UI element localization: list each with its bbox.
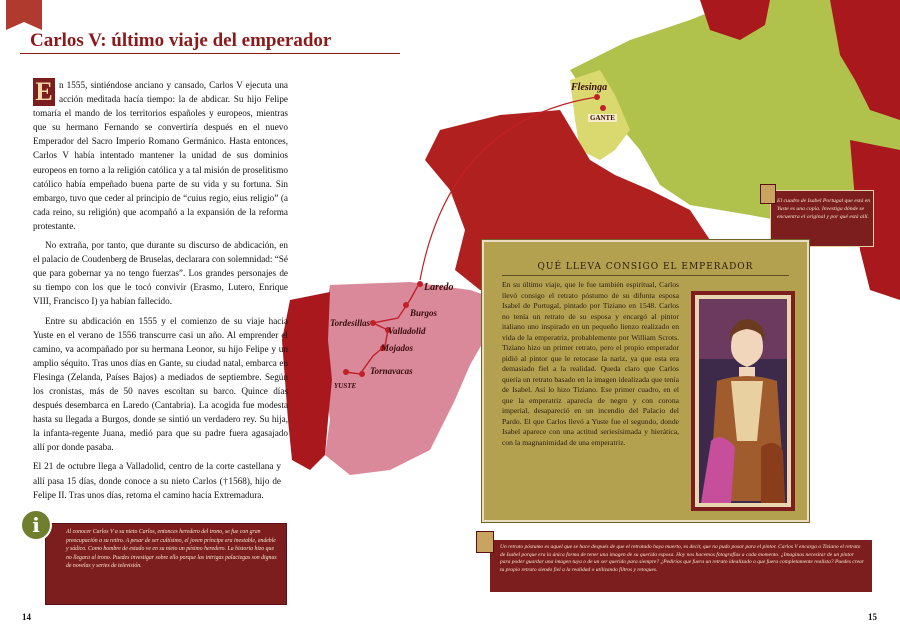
page-number-right: 15 [868,612,877,622]
info-icon: i [20,509,52,541]
emperor-panel [482,240,809,522]
tordesillas-dot [370,320,376,326]
bookmark-ribbon [6,0,42,22]
panel-divider [502,275,789,276]
title-divider [20,53,400,54]
map-label-gante: GANTE [590,114,615,122]
dropcap: E [33,78,55,106]
hourglass-icon [760,184,776,204]
info-note [45,523,287,605]
map-label-mojados: Mojados [381,343,414,353]
article-body [33,78,288,507]
paragraph-3: Entre su abdicación en 1555 y el comienzo de su viaje hacia Yuste en el verano de 1556 transcurre casi un año. Al emprender el camino, va acompañado por su hermana Leonor, su hijo Felipe y un amplio séquito. Tras unos días en Gante, su ciudad natal, embarca en Flesinga (Zelanda, Países Bajos) a mediados de septiembre. Según los cronistas, más de 50 naves escoltan su barco. Quince días después desembarca en Laredo (Cantabria). La acogida fue modesta hasta su llegada a Burgos, donde se sintió un verdadero rey. Su hija, la infanta-regente Juana, medió para que su padre fuera agasajado allí por donde pasaba. [33,315,288,453]
map-label-burgos: Burgos [410,308,438,318]
portrait-note-text: El cuadro de Isabel Portugal que está en Yuste es una copia. Investiga dónde se encuentra el original y por qué está allí. [777,198,871,220]
tornavacas-dot [359,371,365,377]
burgos-dot [403,302,409,308]
yuste-dot [343,369,349,375]
map-label-flesinga: Flesinga [571,82,608,93]
portrait-note [770,190,874,247]
paragraph-1 [33,78,288,233]
gante-dot [600,105,606,111]
page-number-left: 14 [22,612,31,622]
paragraph-2: No extraña, por tanto, que durante su discurso de abdicación, en el palacio de Coudenberg de Bruselas, declarara con solemnidad: “Sé que para gobernar ya no tengo fuerzas”. Los grandes personajes de su tiempo con los que le tocó convivir (Erasmo, Lutero, Enrique VIII, Francisco I) ya habían fallecido. [33,240,288,307]
hourglass-icon-bottom [476,531,494,553]
page-title: Carlos V: último viaje del emperador [30,30,332,51]
paragraph-1-text: n 1555, sintiéndose anciano y cansado, Carlos V ejecuta una acción meditada hacía tiempo: la de abdicar. Su hijo Felipe tomaría el mando de los territorios españoles y europeos, mientras que su hermano Fernando se convertiría después en el nuevo Emperador del Sacro Imperio Romano Germánico. Hasta entonces, Carlos V había intentado mantener la unidad de sus dominios europeos en torno a la religión católica y a tal misión de proselitismo católico había empeñado buena parte de su vida y su fortuna. Sin embargo, tuvo que ceder al principio de “cuius regio, eius religio” (a cada reino, su religión) que acompañó a la expansión de la reforma protestante. [33,80,288,231]
map-label-valladolid: Valladolid [388,326,426,336]
paragraph-4: El 21 de octubre llega a Valladolid, centro de la corte castellana y allí pasa 15 días, donde conoce a su nieto Carlos (†1568), hijo de Felipe II. Tras unos días, retoma el camino hacia Extremadura. [33,461,281,500]
panel-title: QUÉ LLEVA CONSIGO EL EMPERADOR [537,262,754,272]
posthumous-note [490,540,872,592]
isabel-portrait [691,291,795,511]
portugal-region [282,292,332,470]
info-note-text: Al conocer Carlos V a su nieto Carlos, entonces heredero del trono, se fue con gran preocupación a su retiro. A pesar de ser cultísimo, el joven príncipe era inestable, endeble y sádico. Como hombre de estado ve en su nieto un pésimo heredero. La historia hizo que no llegara al trono. Puedes investigar sobre ello porque las intrigas palaciegas son dignas de novelas y series de televisión. [66,529,277,570]
panel-text: En su último viaje, que le fue también espiritual, Carlos llevó consigo el retrato póstumo de su difunta esposa Isabel de Portugal, pintado por Tiziano en 1548. Carlos no tenía un retrato de su esposa y encargó al pintor italiano uno inspirado en un pequeño lienzo realizado en vida de la emperatriz, probablemente por William Scrots. Tiziano hizo un primer retrato, pero el propio emperador pidió al pintor que le retocase la nariz, ya que esta era demasiado fiel a la realidad. Queda claro que Carlos quería un retrato basado en la imagen idealizada que tenía de Isabel. Así lo hizo Tiziano. Ese primer cuadro, en el que la emperatriz aparecía de negro y con corona imperial, desapareció en un incendio del Palacio del Pardo. El que Carlos llevó a Yuste fue el segundo, donde Isabel aparece con una actitud seriesísimada y hierática, con la magnanimidad de una emperatriz. [502,280,679,447]
map-label-laredo: Laredo [424,282,454,293]
map-label-tordesillas: Tordesillas [330,318,371,328]
flesinga-dot [594,94,600,100]
posthumous-note-text: Un retrato póstumo es aquel que se hace después de que el retratado haya muerto, es decir, que no pudo posar para el pintor. Carlos V encarga a Tiziano el retrato de Isabel porque era la única forma de tener una imagen de su querida esposa. Hoy nos hacemos fotografías a cada momento. ¿Imaginas necesitar de un pintor para poder guardar una imagen tuya o de un ser querido para siempre? ¿Pedirías que fuera un retrato idealizado o que fuera completamente realista? Puedes crear tu propio retrato siendo fiel a la realidad o utilizando filtros y retoques. [500,544,864,573]
laredo-dot [417,281,423,287]
map-label-yuste: YUSTE [334,382,357,390]
map-label-tornavacas: Tornavacas [370,366,413,376]
